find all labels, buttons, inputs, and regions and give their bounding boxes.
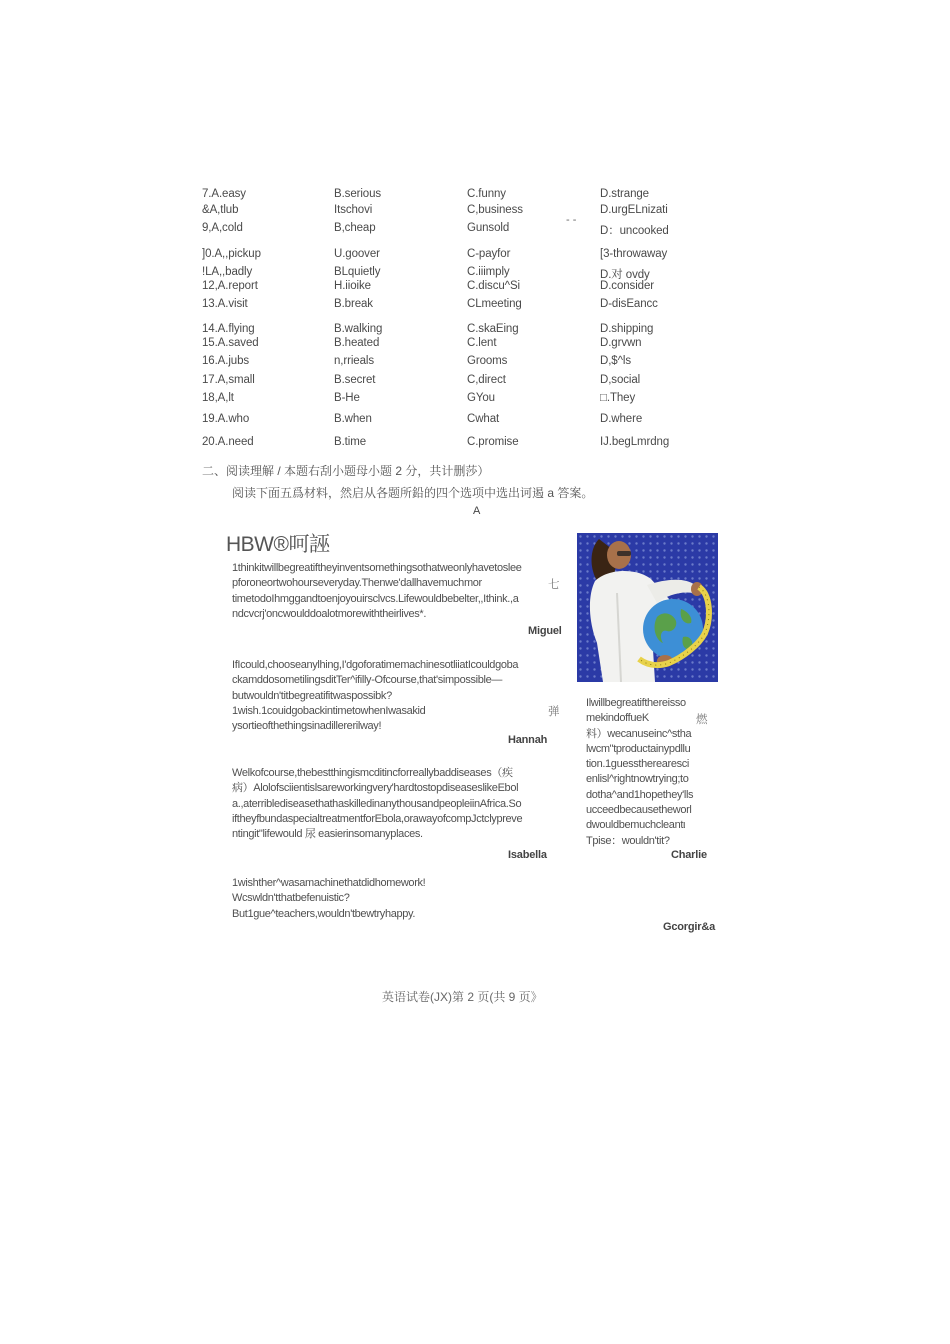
option-d: D.对 ovdy: [600, 269, 650, 281]
option-d: D.strange: [600, 188, 649, 200]
option-d: [3-throwaway: [600, 248, 668, 260]
option-c: CLmeeting: [467, 298, 522, 310]
scientist-globe-illustration: [577, 533, 718, 682]
author-name: Charlie: [671, 849, 707, 861]
option-c: C.lent: [467, 337, 497, 349]
option-b: B.time: [334, 436, 366, 448]
paragraph-line: ntingit"lifewould 尿 easierinsomanyplaces.: [232, 828, 423, 841]
option-a: 7.A.easy: [202, 188, 246, 200]
georgia-paragraph: [232, 876, 425, 922]
option-a: 15.A.saved: [202, 337, 259, 349]
option-b: Itschovi: [334, 204, 373, 216]
option-a: 16.A.jubs: [202, 355, 250, 367]
paragraph-line: dwouldbemuchcleantι: [586, 819, 686, 832]
dash-mark: - -: [566, 214, 577, 226]
paragraph-line: Welkofcourse,thebestthingismcditincforreallybaddiseases（疾: [232, 767, 513, 779]
option-a: 13.A.visit: [202, 298, 248, 310]
section-title: 二、阅读理解 / 本题右刮小题母小题 2 分，共计删莎）: [202, 464, 490, 478]
option-c: C.discu^Si: [467, 280, 520, 292]
option-c: C,business: [467, 204, 523, 216]
option-b: B-He: [334, 392, 360, 404]
option-c: GYou: [467, 392, 495, 404]
option-b: B.when: [334, 413, 372, 425]
paragraph-line: Ilwillbegreatifthereisso: [586, 697, 686, 709]
option-d: D.grvwn: [600, 337, 642, 349]
option-a: 20.A.need: [202, 436, 254, 448]
passage-title: HBW®呵誣: [226, 533, 330, 556]
option-c: Cwhat: [467, 413, 500, 425]
author-name: Isabella: [508, 849, 547, 861]
paragraph-line: lwcm"tproductainypdllu: [586, 742, 691, 755]
option-c: C.funny: [467, 188, 506, 200]
paragraph-line: butwouldn'titbegreatifitwaspossibk?: [232, 689, 392, 702]
paragraph-line: 料）wecanuseinc^stha: [586, 727, 692, 740]
option-d: □.They: [600, 392, 636, 404]
option-d: D,social: [600, 374, 641, 386]
option-d: D.where: [600, 413, 643, 425]
option-b: n,rrieals: [334, 355, 375, 367]
paragraph-line: 1wish.1couidgobackintimetowhenIwasakid: [232, 704, 426, 717]
option-b: BLquietly: [334, 266, 381, 278]
option-d: D.shipping: [600, 323, 654, 335]
paragraph-line: tion.1guesstherearesci: [586, 758, 689, 771]
author-name: Miguel: [528, 625, 562, 637]
option-a: &A,tlub: [202, 204, 239, 216]
author-name: Hannah: [508, 734, 548, 746]
option-b: B.serious: [334, 188, 382, 200]
paragraph-line: 1wishther^wasamachinethatdidhomework!: [232, 877, 426, 889]
option-b: B.secret: [334, 374, 376, 386]
option-a: 17.A,small: [202, 374, 255, 386]
option-c: C.promise: [467, 436, 519, 448]
hannah-paragraph: [232, 658, 518, 734]
option-a: ]0.A,,pickup: [202, 248, 261, 260]
paragraph-line: 1thinkitwillbegreatiftheyinventsomethingsothatweonlyhavetoslee: [232, 562, 522, 574]
isabella-paragraph: [232, 766, 522, 842]
paragraph-line: ucceedbecausetheworl: [586, 804, 692, 817]
paragraph-line: ysortieofthethingsinadillererilway!: [232, 720, 382, 733]
option-a: 18,A,lt: [202, 392, 234, 404]
author-name: Gcorgir&a: [663, 921, 715, 933]
option-a: 9,A,cold: [202, 222, 243, 234]
option-c: Gunsold: [467, 222, 510, 234]
paragraph-line: timetodoIhmggandtoenjoyouirsclvcs.Lifewouldbebelter,,Ithink.,a: [232, 592, 519, 605]
option-b: B.heated: [334, 337, 380, 349]
miguel-paragraph: [232, 561, 522, 622]
option-c: C-payfor: [467, 248, 511, 260]
paragraph-line: mekindoffueK: [586, 712, 649, 725]
annotation-mark: 燃: [696, 714, 708, 726]
paragraph-line: iftheyfbundaspecialtreatmentforEbola,orawayofcompJctclypreve: [232, 812, 523, 825]
option-b: H.iioike: [334, 280, 371, 292]
annotation-mark: 七: [548, 579, 560, 591]
paragraph-line: Tpise：wouldn'tit?: [586, 834, 670, 847]
option-d: D.urgELnizati: [600, 204, 668, 216]
paragraph-line: IfIcould,chooseanylhing,I'dgoforatimemachinesotliiatIcouldgoba: [232, 659, 519, 671]
section-instruction: 阅读下面五爲材料，然启从各题所鉛的四个选项中选出诃遏 a 答案。: [232, 486, 594, 500]
paragraph-line: a.,aterriblediseasethathaskilledinanythousandpeopleiinAfrica.So: [232, 797, 522, 810]
paragraph-line: pforoneortwohourseveryday.Thenwe'dallhavemuchmor: [232, 577, 482, 590]
option-a: 14.A.flying: [202, 323, 255, 335]
option-a: 12,A.report: [202, 280, 258, 292]
page-footer: 英语试卷(JX)第 2 页(共 9 页》: [382, 990, 543, 1004]
paragraph-line: enlisl^rightnowtrying;to: [586, 773, 689, 786]
option-d: D,$^ls: [600, 355, 631, 367]
option-b: U.goover: [334, 248, 380, 260]
paragraph-line: dotha^and1hopethey'lls: [586, 788, 694, 801]
option-b: B.walking: [334, 323, 383, 335]
paragraph-line: 病）Alolofsciientislsareworkingvery'hardtostopdiseaseslikeEbol: [232, 782, 519, 795]
option-c: C,direct: [467, 374, 506, 386]
charlie-paragraph: [586, 696, 693, 849]
option-a: !LA,,badly: [202, 266, 253, 278]
option-a: 19.A.who: [202, 413, 250, 425]
option-d: D.consider: [600, 280, 654, 292]
option-d: D-disEancc: [600, 298, 658, 310]
annotation-mark: 弹: [548, 706, 560, 718]
paragraph-line: Wcswldn'tthatbefenuistic?: [232, 892, 350, 905]
option-c: Grooms: [467, 355, 508, 367]
paragraph-line: ckamddosometilingsditTer^ifilly-Ofcourse,that'simpossible—: [232, 674, 503, 687]
option-d: IJ.begLmrdng: [600, 436, 670, 448]
passage-letter: A: [473, 505, 481, 517]
paragraph-line: But1gue^teachers,wouldn'tbewtryhappy.: [232, 907, 416, 920]
option-b: B.break: [334, 298, 373, 310]
option-b: B,cheap: [334, 222, 376, 234]
option-c: C.skaEing: [467, 323, 519, 335]
paragraph-line: ndcvcrj'oncwoulddoalotmorewiththeirlives*.: [232, 607, 427, 620]
option-d: D：uncooked: [600, 225, 669, 237]
option-c: C.iiimply: [467, 266, 510, 278]
